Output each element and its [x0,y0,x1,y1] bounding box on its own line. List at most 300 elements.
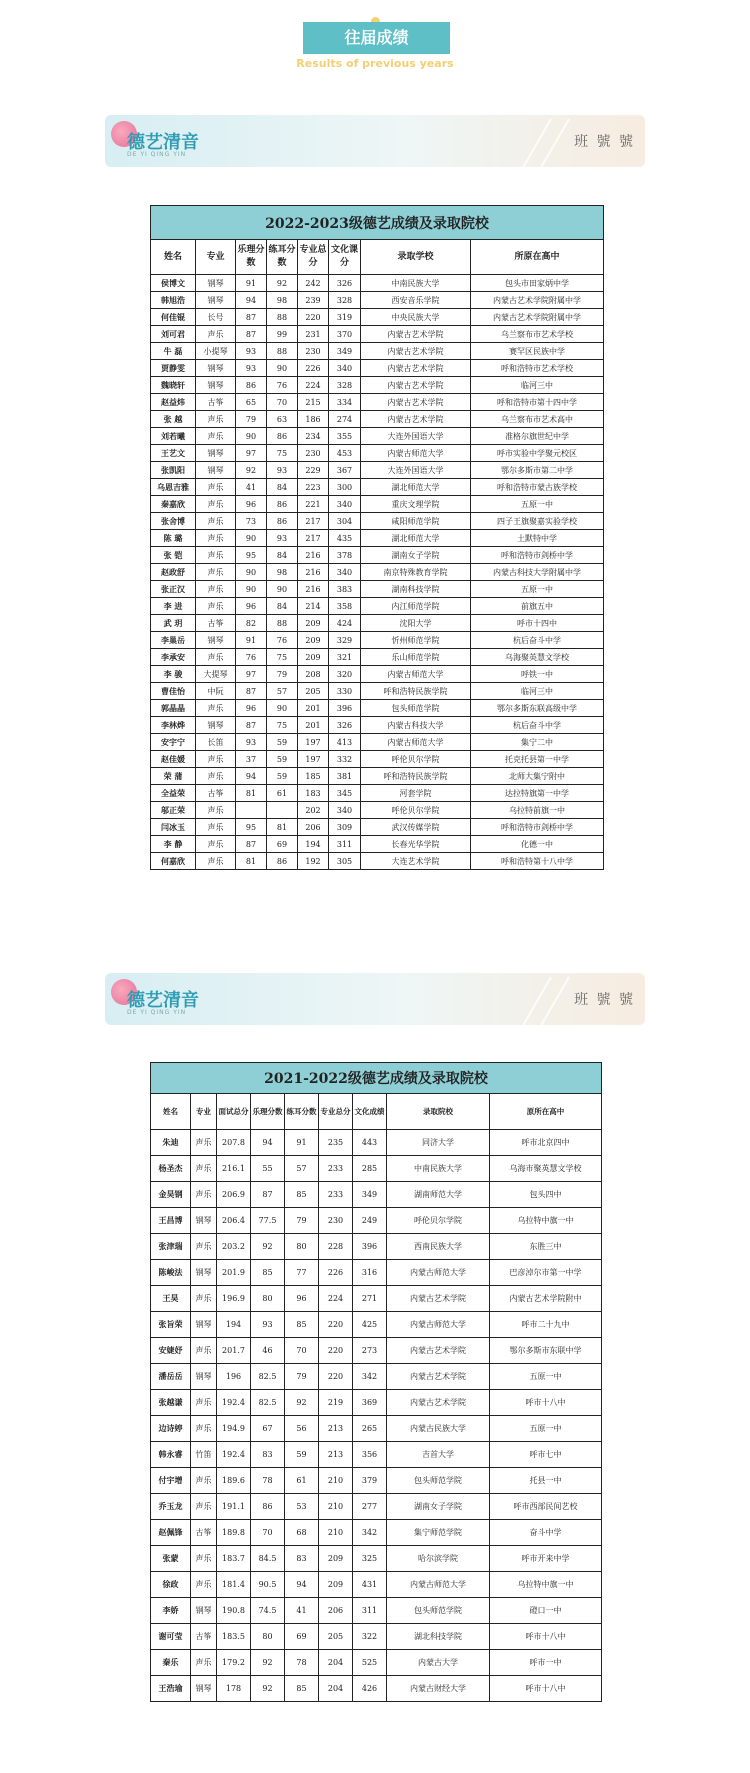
table-cell: 185 [298,768,329,785]
table-cell: 209 [298,649,329,666]
table-cell: 声乐 [196,564,236,581]
table-cell: 59 [267,751,298,768]
table-cell: 216 [298,547,329,564]
table-cell [236,802,267,819]
table-cell: 63 [267,411,298,428]
table-cell: 80 [285,1234,319,1260]
table-cell: 213 [319,1442,353,1468]
table-cell: 231 [298,326,329,343]
table-cell: 88 [267,343,298,360]
table-cell: 内蒙古民族大学 [387,1416,490,1442]
table-cell: 192.4 [217,1390,251,1416]
table-cell: 呼和浩特民族学院 [361,683,471,700]
table-cell: 张凯阳 [151,462,196,479]
table-cell: 83 [251,1442,285,1468]
table-cell: 300 [329,479,361,496]
table-row [151,1130,602,1156]
table-cell: 328 [329,377,361,394]
table-row [151,394,604,411]
table-cell: 207.8 [217,1130,251,1156]
table-row [151,1234,602,1260]
table-row [151,853,604,870]
table-row [151,513,604,530]
table-cell: 湖南女子学院 [361,547,471,564]
table-cell: 湖南女子学院 [387,1494,490,1520]
table-cell: 钢琴 [196,445,236,462]
table-cell: 46 [251,1338,285,1364]
table-cell: 93 [251,1312,285,1338]
table-cell: 乌恩吉雅 [151,479,196,496]
table-cell: 92 [267,275,298,292]
table-cell: 包头师范学院 [387,1598,490,1624]
table-cell: 呼市北京四中 [490,1130,602,1156]
table-cell: 侯博文 [151,275,196,292]
table-cell: 贾静雯 [151,360,196,377]
table-cell: 85 [251,1260,285,1286]
table-cell: 忻州师范学院 [361,632,471,649]
table-row [151,530,604,547]
table-cell: 345 [329,785,361,802]
table-cell: 80 [251,1624,285,1650]
table-cell: 内蒙古艺术学院 [361,343,471,360]
decor-slash [538,119,570,167]
table-cell: 声乐 [191,1494,217,1520]
table-row [151,1442,602,1468]
table-cell: 声乐 [191,1650,217,1676]
table-cell: 216.1 [217,1156,251,1182]
column-header: 乐理分数 [251,1094,285,1130]
table-cell: 声乐 [196,547,236,564]
table-cell: 370 [329,326,361,343]
table-cell: 206 [319,1598,353,1624]
table-cell: 呼市开来中学 [490,1546,602,1572]
table-cell: 内蒙古艺术学院 [361,394,471,411]
table-cell: 75 [267,445,298,462]
table-cell: 328 [329,292,361,309]
table-cell: 临河三中 [471,377,604,394]
table-cell: 93 [236,734,267,751]
table-cell: 内蒙古艺术学院 [361,360,471,377]
table-row [151,785,604,802]
table-cell: 内蒙古师范大学 [361,666,471,683]
table-cell: 57 [267,683,298,700]
table-cell: 声乐 [196,428,236,445]
table-cell: 70 [285,1338,319,1364]
table-cell: 内蒙古科技大学 [361,717,471,734]
table-cell: 86 [267,428,298,445]
table-cell: 魏晓轩 [151,377,196,394]
table-cell: 220 [319,1364,353,1390]
table-cell: 99 [267,326,298,343]
table-cell: 90 [236,428,267,445]
table-cell: 呼和浩特民族学院 [361,768,471,785]
table-cell: 242 [298,275,329,292]
banner-right-text: 班 號 號 [574,992,635,1008]
table-cell: 90 [236,581,267,598]
table-cell: 李 进 [151,598,196,615]
table-cell: 长笛 [196,734,236,751]
table-cell: 265 [353,1416,387,1442]
table-cell: 197 [298,734,329,751]
table-cell: 74.5 [251,1598,285,1624]
table-cell: 84 [267,547,298,564]
table-cell: 205 [298,683,329,700]
table-row [151,326,604,343]
table-row [151,1416,602,1442]
table-cell: 呼和浩特市第十四中学 [471,394,604,411]
table-cell: 李娇 [151,1598,191,1624]
table-cell: 湖南科技学院 [361,581,471,598]
table-cell: 内蒙古艺术学院 [361,377,471,394]
table-cell: 古筝 [196,615,236,632]
table-cell: 86 [236,377,267,394]
table-row [151,1364,602,1390]
section-subtitle: Results of previous years [296,57,454,70]
table-cell: 95 [236,819,267,836]
table-cell: 329 [329,632,361,649]
table-cell: 声乐 [191,1182,217,1208]
table-cell: 340 [329,496,361,513]
table-cell: 沈阳大学 [361,615,471,632]
table-cell: 河套学院 [361,785,471,802]
table-cell: 340 [329,360,361,377]
table-cell: 90.5 [251,1572,285,1598]
table-cell: 呼市十八中 [490,1390,602,1416]
table-cell: 钢琴 [196,275,236,292]
table-row [151,564,604,581]
table-cell: 准格尔旗世纪中学 [471,428,604,445]
table-cell: 声乐 [196,581,236,598]
table-cell: 77 [285,1260,319,1286]
table-cell: 209 [319,1546,353,1572]
table-cell: 声乐 [196,530,236,547]
table-header-row [151,240,604,275]
table-cell: 声乐 [191,1130,217,1156]
table-cell: 古筝 [196,394,236,411]
table-cell: 声乐 [196,496,236,513]
table-cell: 钢琴 [191,1208,217,1234]
table-cell: 326 [329,717,361,734]
table-cell: 76 [236,649,267,666]
table-cell: 呼和浩特第十八中学 [471,853,604,870]
table-cell: 78 [251,1468,285,1494]
table-cell: 北师大集宁附中 [471,768,604,785]
table-cell: 何佳锟 [151,309,196,326]
table-cell: 383 [329,581,361,598]
table-cell: 431 [353,1572,387,1598]
table-cell: 吉首大学 [387,1442,490,1468]
table-cell: 内蒙古艺术学院 [387,1364,490,1390]
table-cell: 张蒙 [151,1546,191,1572]
table-cell: 216 [298,581,329,598]
table-cell: 张越谦 [151,1390,191,1416]
table-cell: 90 [267,581,298,598]
table-cell: 230 [298,343,329,360]
table-cell: 369 [353,1390,387,1416]
table-cell: 刘若曦 [151,428,196,445]
column-header: 姓名 [151,240,196,275]
table-cell: 钢琴 [191,1312,217,1338]
table-cell: 钢琴 [196,632,236,649]
table-cell: 大提琴 [196,666,236,683]
table-cell: 陈 璐 [151,530,196,547]
table-cell: 84 [267,598,298,615]
table-cell: 前旗五中 [471,598,604,615]
table-cell: 76 [267,632,298,649]
table-cell: 土默特中学 [471,530,604,547]
table-cell: 206.4 [217,1208,251,1234]
section-title: 往届成绩 [303,22,450,54]
table-row [151,1260,602,1286]
table-cell: 90 [236,530,267,547]
table-cell: 乌海市聚英慧文学校 [490,1156,602,1182]
table-cell: 285 [353,1156,387,1182]
table-cell: 234 [298,428,329,445]
table-cell: 98 [267,292,298,309]
table-cell: 56 [285,1416,319,1442]
table-cell: 228 [319,1234,353,1260]
table-cell: 311 [353,1598,387,1624]
table-cell: 309 [329,819,361,836]
table-row [151,292,604,309]
table-cell: 320 [329,666,361,683]
table-cell: 乌拉特中旗一中 [490,1572,602,1598]
table-cell: 内蒙古师范大学 [361,445,471,462]
table-cell: 196 [217,1364,251,1390]
table-cell: 203.2 [217,1234,251,1260]
table-cell: 秦嘉欣 [151,496,196,513]
table-cell: 213 [319,1416,353,1442]
table-cell: 92 [251,1676,285,1702]
table-cell: 李巢岳 [151,632,196,649]
logo-pinyin: DE YI QING YIN [127,151,187,158]
table-cell: 201 [298,700,329,717]
table-cell: 358 [329,598,361,615]
table-cell: 209 [298,632,329,649]
table-cell: 59 [267,734,298,751]
table-row [151,1546,602,1572]
table-cell: 92 [251,1234,285,1260]
table-cell: 呼市二十九中 [490,1312,602,1338]
table-cell: 中央民族大学 [361,309,471,326]
table-cell: 呼和浩特市剑桥中学 [471,547,604,564]
table-cell: 达拉特旗第一中学 [471,785,604,802]
table-cell: 五原一中 [490,1416,602,1442]
table-cell: 194 [298,836,329,853]
table-cell: 76 [267,377,298,394]
table-cell: 乌拉特中旗一中 [490,1208,602,1234]
table-cell: 内蒙古艺术学院 [387,1390,490,1416]
table-cell: 83 [285,1546,319,1572]
table-cell: 413 [329,734,361,751]
table-cell: 王昌博 [151,1208,191,1234]
table-cell: 王昊 [151,1286,191,1312]
banner-2 [105,973,645,1025]
table-cell: 内蒙古师范大学 [361,734,471,751]
table-cell: 311 [329,836,361,853]
table-cell: 94 [285,1572,319,1598]
table-cell: 230 [319,1208,353,1234]
table-cell: 396 [329,700,361,717]
table-cell: 呼市七中 [490,1442,602,1468]
table-title: 2021-2022级德艺成绩及录取院校 [151,1063,602,1094]
table-cell: 70 [251,1520,285,1546]
table-row [151,343,604,360]
table-cell: 178 [217,1676,251,1702]
table-cell: 271 [353,1286,387,1312]
table-cell: 221 [298,496,329,513]
table-cell: 75 [267,717,298,734]
table-cell: 内蒙古科技大学附属中学 [471,564,604,581]
table-cell: 179.2 [217,1650,251,1676]
table-cell: 65 [236,394,267,411]
table-cell: 59 [267,768,298,785]
table-cell: 呼市一中 [490,1650,602,1676]
table-cell: 90 [267,700,298,717]
table-cell: 鄂尔多斯市东联中学 [490,1338,602,1364]
table-cell: 233 [319,1156,353,1182]
decor-slash [538,977,570,1025]
table-cell: 80 [251,1286,285,1312]
table-row [151,717,604,734]
table-cell: 97 [236,666,267,683]
table-cell: 349 [329,343,361,360]
column-header: 录取学校 [361,240,471,275]
table-cell: 内蒙古财经大学 [387,1676,490,1702]
table-cell: 张 铠 [151,547,196,564]
table-cell: 张 越 [151,411,196,428]
table-cell: 四子王旗聚嘉实验学校 [471,513,604,530]
table-cell: 赛罕区民族中学 [471,343,604,360]
table-cell: 342 [353,1520,387,1546]
table-cell: 322 [353,1624,387,1650]
table-cell: 朱迪 [151,1130,191,1156]
table-cell: 呼伦贝尔学院 [361,751,471,768]
table-cell: 钢琴 [196,360,236,377]
table-cell: 古筝 [196,785,236,802]
table-cell: 79 [267,666,298,683]
table-cell: 214 [298,598,329,615]
table-cell: 326 [329,275,361,292]
table-cell: 武汉传媒学院 [361,819,471,836]
table-cell: 98 [267,564,298,581]
table-cell: 68 [285,1520,319,1546]
table-cell: 大连外国语大学 [361,428,471,445]
table-cell: 乐山师范学院 [361,649,471,666]
table-cell: 内蒙古艺术学院附属中学 [471,309,604,326]
table-cell: 杨圣杰 [151,1156,191,1182]
table-cell: 82.5 [251,1390,285,1416]
table-row [151,683,604,700]
table-cell: 杭后奋斗中学 [471,717,604,734]
table-cell: 84.5 [251,1546,285,1572]
table-cell: 332 [329,751,361,768]
table-cell: 274 [329,411,361,428]
table-cell: 大连艺术学院 [361,853,471,870]
table-cell: 229 [298,462,329,479]
table-cell: 96 [236,598,267,615]
table-cell: 牛 磊 [151,343,196,360]
table-cell: 李林烨 [151,717,196,734]
table-cell: 内江师范学院 [361,598,471,615]
table-cell: 声乐 [191,1286,217,1312]
table-row [151,479,604,496]
table-cell: 90 [236,564,267,581]
table-cell: 乌拉特前旗一中 [471,802,604,819]
table-cell: 189.6 [217,1468,251,1494]
table-cell: 声乐 [196,751,236,768]
table-cell: 中阮 [196,683,236,700]
table-cell: 321 [329,649,361,666]
column-header: 文化课分 [329,240,361,275]
table-cell: 潘岳岳 [151,1364,191,1390]
table-cell: 239 [298,292,329,309]
table-cell: 381 [329,768,361,785]
table-cell: 367 [329,462,361,479]
table-cell: 41 [236,479,267,496]
column-header: 文化成绩 [353,1094,387,1130]
table-cell: 声乐 [196,700,236,717]
table-cell: 赵佩锋 [151,1520,191,1546]
table-cell: 378 [329,547,361,564]
table-cell: 呼市十四中 [471,615,604,632]
table-cell: 78 [285,1650,319,1676]
table-row [151,496,604,513]
table-cell: 69 [285,1624,319,1650]
table-cell: 77.5 [251,1208,285,1234]
table-cell: 五原一中 [490,1364,602,1390]
table-cell: 79 [285,1208,319,1234]
table-cell: 声乐 [196,649,236,666]
table-cell: 曹佳怡 [151,683,196,700]
table-cell: 217 [298,530,329,547]
table-row [151,309,604,326]
table-cell: 96 [285,1286,319,1312]
table-cell: 内蒙古师范大学 [387,1260,490,1286]
column-header: 所原在高中 [471,240,604,275]
table-cell: 424 [329,615,361,632]
table-cell: 96 [236,496,267,513]
table-cell: 五原一中 [471,581,604,598]
table-cell: 192.4 [217,1442,251,1468]
table-cell: 183.7 [217,1546,251,1572]
column-header: 姓名 [151,1094,191,1130]
banner-right-text: 班 號 號 [574,134,635,150]
table-cell: 84 [267,479,298,496]
table-cell: 75 [267,649,298,666]
table-cell: 210 [319,1468,353,1494]
table-cell: 92 [285,1390,319,1416]
table-cell: 86 [267,513,298,530]
table-cell: 61 [285,1468,319,1494]
table-cell: 210 [319,1494,353,1520]
table-cell: 赵益炜 [151,394,196,411]
table-row [151,1624,602,1650]
table-cell: 声乐 [196,479,236,496]
table-cell: 杭后奋斗中学 [471,632,604,649]
table-cell: 托克托县第一中学 [471,751,604,768]
table-cell: 206 [298,819,329,836]
table-cell: 呼和浩特市蒙古族学校 [471,479,604,496]
table-row [151,649,604,666]
table-cell: 呼市十八中 [490,1624,602,1650]
table-cell: 韩永睿 [151,1442,191,1468]
table-cell: 声乐 [191,1572,217,1598]
table-cell: 托县一中 [490,1468,602,1494]
table-cell: 87 [236,309,267,326]
table-cell: 186 [298,411,329,428]
table-row [151,700,604,717]
